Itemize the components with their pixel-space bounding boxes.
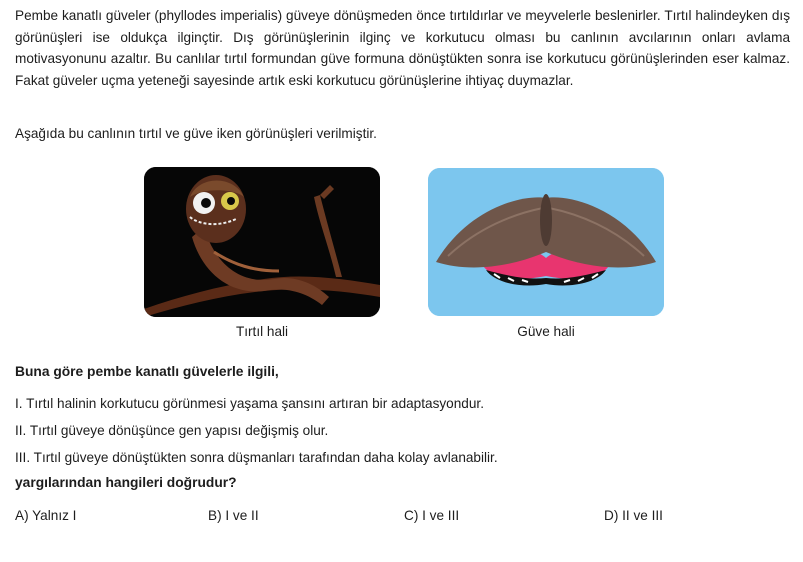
moth-photo xyxy=(428,168,664,316)
statement-2: II. Tırtıl güveye dönüşünce gen yapısı değişmiş olur. xyxy=(15,423,329,438)
passage-paragraph: Pembe kanatlı güveler (phyllodes imperialis) güveye dönüşmeden önce tırtıldırlar ve meyvelerle beslenirler. Tırtıl halindeyken dış görünüşleri ise oldukça ilginçtir. Dış görünüşlerinin ilginç ve korkutucu olması bu canlının avcılarının onları avlama motivasyonunu azaltır. Bu canlılar tırtıl formundan güve formuna dönüştükten sonra ise korkutucu görünüşlerinden eser kalmaz. Fakat güveler uçma yeteneği sayesinde artık eski korkutucu görünüşlerine ihtiyaç duymazlar. xyxy=(15,8,790,88)
option-a[interactable]: A) Yalnız I xyxy=(15,508,77,523)
figure-intro: Aşağıda bu canlının tırtıl ve güve iken görünüşleri verilmiştir. xyxy=(15,126,377,141)
option-b[interactable]: B) I ve II xyxy=(208,508,259,523)
statement-3: III. Tırtıl güveye dönüştükten sonra düşmanları tarafından daha kolay avlanabilir. xyxy=(15,450,498,465)
statement-1: I. Tırtıl halinin korkutucu görünmesi yaşama şansını artıran bir adaptasyondur. xyxy=(15,396,484,411)
question-lead: Buna göre pembe kanatlı güvelerle ilgili, xyxy=(15,364,279,379)
moth-caption: Güve hali xyxy=(517,324,575,339)
caterpillar-photo xyxy=(144,167,380,317)
question-tail: yargılarından hangileri doğrudur? xyxy=(15,475,237,490)
option-c[interactable]: C) I ve III xyxy=(404,508,460,523)
option-d[interactable]: D) II ve III xyxy=(604,508,663,523)
caterpillar-caption: Tırtıl hali xyxy=(235,324,289,339)
